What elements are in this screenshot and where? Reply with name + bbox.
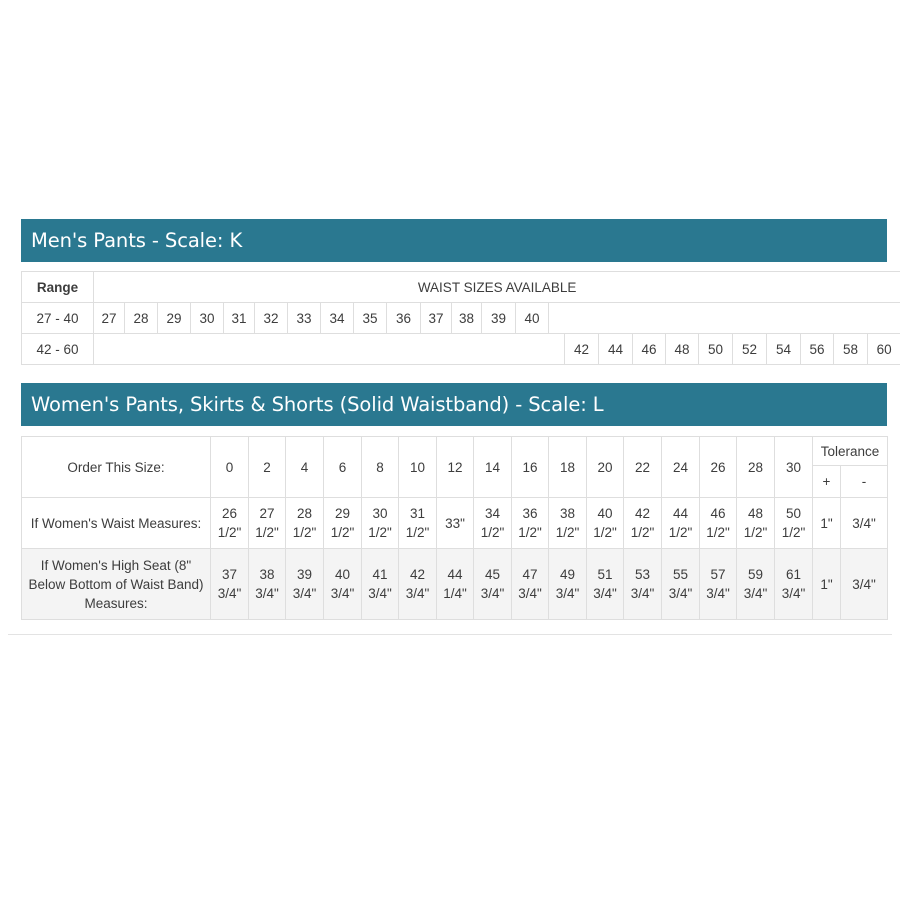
- size-cell: 4: [286, 437, 324, 498]
- seat-cell: 45 3/4": [474, 549, 512, 620]
- seat-cell: 55 3/4": [662, 549, 700, 620]
- waist-cell: 42 1/2": [624, 498, 662, 549]
- tolerance-plus-header: +: [813, 466, 841, 498]
- seat-cell: 42 3/4": [399, 549, 437, 620]
- waist-cell: 34 1/2": [474, 498, 512, 549]
- waist-cell: 48 1/2": [737, 498, 775, 549]
- size-cell: 52: [733, 334, 767, 365]
- womens-size-table: [21, 436, 888, 620]
- seat-tolerance-minus: 3/4": [841, 549, 888, 620]
- seat-cell: 49 3/4": [549, 549, 587, 620]
- size-cell: 28: [737, 437, 775, 498]
- size-cell: 8: [362, 437, 399, 498]
- seat-cell: 38 3/4": [249, 549, 286, 620]
- range-cell: 42 - 60: [22, 334, 94, 365]
- size-cell: 42: [565, 334, 599, 365]
- waist-tolerance-minus: 3/4": [841, 498, 888, 549]
- waist-cell: 40 1/2": [587, 498, 624, 549]
- size-cell: 24: [662, 437, 700, 498]
- empty-cell: [549, 303, 900, 334]
- high-seat-row: [22, 549, 888, 620]
- seat-cell: 57 3/4": [700, 549, 737, 620]
- seat-cell: 61 3/4": [775, 549, 813, 620]
- size-cell: 60: [868, 334, 900, 365]
- size-cell: 18: [549, 437, 587, 498]
- size-cell: 0: [211, 437, 249, 498]
- waist-cell: 27 1/2": [249, 498, 286, 549]
- size-cell: 34: [321, 303, 354, 334]
- size-cell: 6: [324, 437, 362, 498]
- size-cell: 37: [421, 303, 452, 334]
- size-cell: 44: [599, 334, 633, 365]
- range-cell: 27 - 40: [22, 303, 94, 334]
- seat-cell: 59 3/4": [737, 549, 775, 620]
- mens-header-row: [22, 272, 900, 303]
- seat-cell: 41 3/4": [362, 549, 399, 620]
- size-cell: 29: [158, 303, 191, 334]
- seat-cell: 40 3/4": [324, 549, 362, 620]
- tolerance-minus-header: -: [841, 466, 888, 498]
- waist-cell: 29 1/2": [324, 498, 362, 549]
- size-cell: 46: [633, 334, 666, 365]
- size-cell: 30: [191, 303, 224, 334]
- waist-cell: 50 1/2": [775, 498, 813, 549]
- seat-cell: 39 3/4": [286, 549, 324, 620]
- size-cell: 38: [452, 303, 482, 334]
- waist-cell: 44 1/2": [662, 498, 700, 549]
- mens-pants-title: Men's Pants - Scale: K: [21, 219, 887, 262]
- waist-label: If Women's Waist Measures:: [22, 498, 211, 549]
- size-cell: 40: [516, 303, 549, 334]
- size-cell: 30: [775, 437, 813, 498]
- waist-sizes-header: WAIST SIZES AVAILABLE: [94, 272, 900, 303]
- waist-cell: 36 1/2": [512, 498, 549, 549]
- size-cell: 14: [474, 437, 512, 498]
- size-cell: 35: [354, 303, 387, 334]
- size-cell: 20: [587, 437, 624, 498]
- mens-size-table: [21, 271, 900, 365]
- size-cell: 36: [387, 303, 421, 334]
- seat-cell: 37 3/4": [211, 549, 249, 620]
- size-cell: 48: [666, 334, 699, 365]
- size-cell: 16: [512, 437, 549, 498]
- size-cell: 50: [699, 334, 733, 365]
- waist-tolerance-plus: 1": [813, 498, 841, 549]
- waist-cell: 38 1/2": [549, 498, 587, 549]
- seat-cell: 47 3/4": [512, 549, 549, 620]
- waist-cell: 26 1/2": [211, 498, 249, 549]
- size-cell: 32: [255, 303, 288, 334]
- seat-tolerance-plus: 1": [813, 549, 841, 620]
- mens-row-27-40: [22, 303, 900, 334]
- empty-cell: [94, 334, 565, 365]
- tolerance-header: Tolerance: [813, 437, 888, 466]
- womens-pants-title: Women's Pants, Skirts & Shorts (Solid Waistband) - Scale: L: [21, 383, 887, 426]
- waist-cell: 46 1/2": [700, 498, 737, 549]
- size-cell: 28: [125, 303, 158, 334]
- size-cell: 31: [224, 303, 255, 334]
- size-cell: 10: [399, 437, 437, 498]
- waist-cell: 31 1/2": [399, 498, 437, 549]
- size-cell: 2: [249, 437, 286, 498]
- waist-cell: 33": [437, 498, 474, 549]
- size-cell: 33: [288, 303, 321, 334]
- waist-cell: 28 1/2": [286, 498, 324, 549]
- order-size-label: Order This Size:: [22, 437, 211, 498]
- size-cell: 27: [94, 303, 125, 334]
- high-seat-label: If Women's High Seat (8" Below Bottom of Waist Band) Measures:: [22, 549, 211, 620]
- order-size-row: [22, 437, 888, 466]
- size-cell: 54: [767, 334, 801, 365]
- waist-cell: 30 1/2": [362, 498, 399, 549]
- size-cell: 12: [437, 437, 474, 498]
- size-cell: 39: [482, 303, 516, 334]
- size-cell: 58: [834, 334, 868, 365]
- range-header: Range: [22, 272, 94, 303]
- size-cell: 26: [700, 437, 737, 498]
- seat-cell: 51 3/4": [587, 549, 624, 620]
- divider: [8, 634, 892, 635]
- size-cell: 22: [624, 437, 662, 498]
- seat-cell: 53 3/4": [624, 549, 662, 620]
- mens-row-42-60: [22, 334, 900, 365]
- waist-row: [22, 498, 888, 549]
- seat-cell: 44 1/4": [437, 549, 474, 620]
- size-cell: 56: [801, 334, 834, 365]
